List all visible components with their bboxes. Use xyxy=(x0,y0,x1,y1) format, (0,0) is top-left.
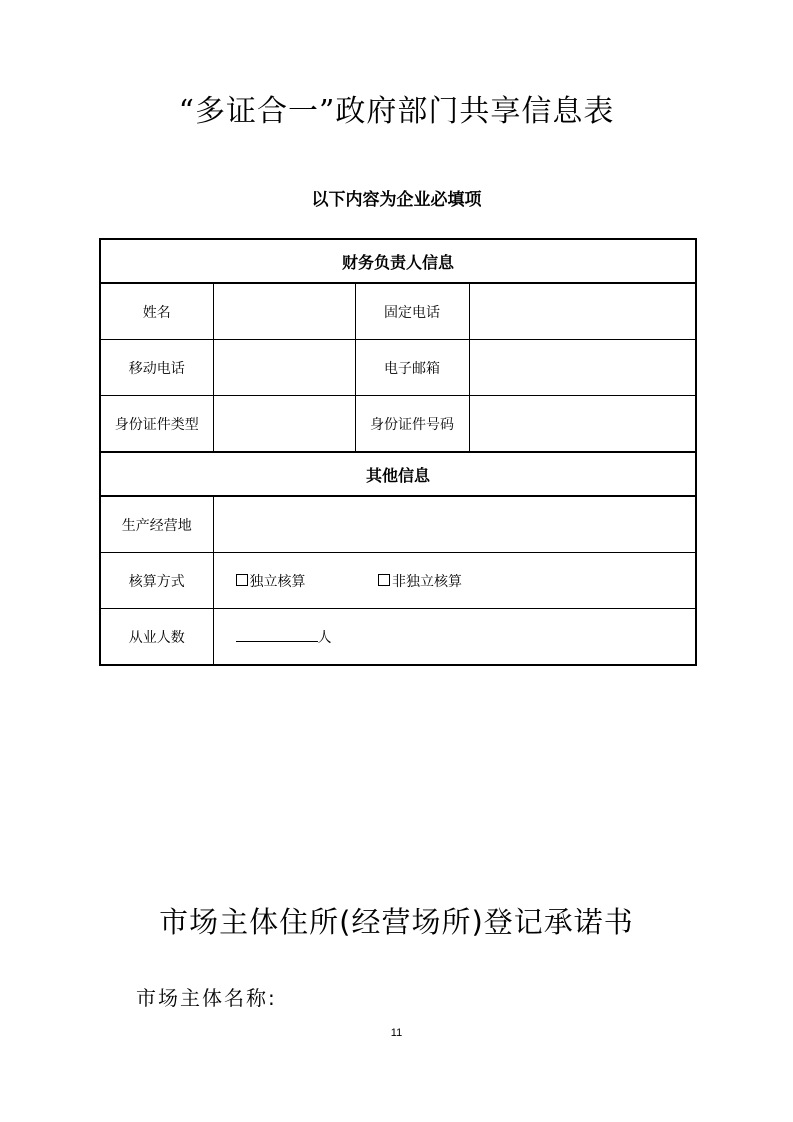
address-label: 生产经营地 xyxy=(100,496,213,553)
pledge-title: 市场主体住所(经营场所)登记承诺书 xyxy=(159,905,634,939)
name-label: 姓名 xyxy=(100,283,213,340)
independent-accounting-checkbox[interactable] xyxy=(236,574,248,586)
email-field[interactable] xyxy=(469,340,696,396)
address-field[interactable] xyxy=(213,496,696,553)
id-type-label: 身份证件类型 xyxy=(100,396,213,453)
id-type-field[interactable] xyxy=(213,396,355,453)
accounting-options xyxy=(213,553,696,609)
non-independent-accounting-checkbox[interactable] xyxy=(378,574,390,586)
staff-count-unit: 人 xyxy=(317,629,332,646)
independent-accounting-label: 独立核算 xyxy=(249,573,306,590)
non-independent-accounting-option[interactable] xyxy=(378,571,462,591)
id-number-label: 身份证件号码 xyxy=(355,396,469,453)
landline-label: 固定电话 xyxy=(355,283,469,340)
name-field[interactable] xyxy=(213,283,355,340)
shared-info-table xyxy=(99,238,697,666)
email-label: 电子邮箱 xyxy=(355,340,469,396)
accounting-label: 核算方式 xyxy=(100,553,213,609)
page-number: 11 xyxy=(390,1027,403,1039)
id-number-field[interactable] xyxy=(469,396,696,453)
finance-section-heading: 财务负责人信息 xyxy=(100,239,696,283)
staff-count-label: 从业人数 xyxy=(100,609,213,666)
required-fields-note: 以下内容为企业必填项 xyxy=(311,190,482,210)
other-section-heading: 其他信息 xyxy=(100,452,696,496)
document-title: “多证合一”政府部门共享信息表 xyxy=(178,94,615,129)
non-independent-accounting-label: 非独立核算 xyxy=(391,573,462,590)
independent-accounting-option[interactable] xyxy=(236,571,306,591)
mobile-field[interactable] xyxy=(213,340,355,396)
staff-count-cell xyxy=(213,609,696,666)
mobile-label: 移动电话 xyxy=(100,340,213,396)
entity-name-label: 市场主体名称: xyxy=(136,986,277,1010)
staff-count-field[interactable] xyxy=(236,627,318,642)
landline-field[interactable] xyxy=(469,283,696,340)
